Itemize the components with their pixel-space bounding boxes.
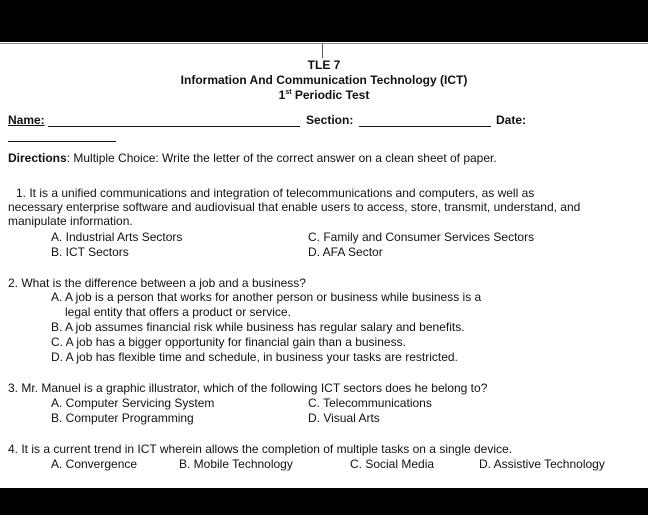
q2-choice-b[interactable]: B. A job assumes financial risk while business has regular salary and benefits. (51, 320, 465, 334)
q3-choice-b[interactable]: B. Computer Programming (51, 411, 194, 425)
page-title: Information And Communication Technology (ICT) (180, 73, 468, 87)
q3-choice-a[interactable]: A. Computer Servicing System (51, 396, 215, 410)
test-ordinal: 1 (278, 88, 286, 102)
test-paper (0, 42, 648, 488)
directions-label: Directions (8, 151, 67, 165)
question-1-stem (16, 186, 534, 201)
date-label: Date: (496, 113, 527, 127)
q2-choice-a-cont: legal entity that offers a product or service. (65, 305, 291, 319)
question-3-stem: 3. Mr. Manuel is a graphic illustrator, which of the following ICT sectors does he belong to? (8, 381, 488, 395)
q1-line-2: necessary enterprise software and audiovisual that enable users to access, store, transmit, understand, and (8, 200, 581, 214)
name-field[interactable] (48, 126, 300, 127)
q2-choice-d[interactable]: D. A job has flexible time and schedule, in business your tasks are restricted. (51, 350, 458, 364)
top-rule (0, 43, 648, 44)
name-label: Name: (8, 113, 45, 127)
section-field[interactable] (359, 126, 491, 127)
directions-text: : Multiple Choice: Write the letter of the correct answer on a clean sheet of paper. (66, 151, 497, 165)
q3-choice-c[interactable]: C. Telecommunications (308, 396, 432, 410)
q4-choice-c[interactable]: C. Social Media (350, 457, 435, 471)
test-name (0, 88, 648, 102)
question-4-stem: 4. It is a current trend in ICT wherein allows the completion of multiple tasks on a single device. (8, 442, 513, 456)
q4-choice-d[interactable]: D. Assistive Technology (479, 457, 605, 471)
q1-line-3: manipulate information. (8, 214, 133, 228)
subject-heading: TLE 7 (307, 58, 341, 72)
q3-choice-d[interactable]: D. Visual Arts (308, 411, 380, 425)
directions (8, 151, 497, 165)
section-label: Section: (306, 113, 354, 127)
q1-choice-b[interactable]: B. ICT Sectors (51, 245, 129, 259)
q1-line-1: 1. It is a unified communications and integration of telecommunications and computers, as well as (16, 186, 535, 200)
q1-choice-a[interactable]: A. Industrial Arts Sectors (51, 230, 183, 244)
question-2-stem: 2. What is the difference between a job and a business? (8, 276, 306, 290)
q1-choice-c[interactable]: C. Family and Consumer Services Sectors (308, 230, 535, 244)
q2-choice-c[interactable]: C. A job has a bigger opportunity for financial gain than a business. (51, 335, 406, 349)
q1-choice-d[interactable]: D. AFA Sector (308, 245, 383, 259)
q4-choice-a[interactable]: A. Convergence (51, 457, 138, 471)
test-name-rest: Periodic Test (291, 88, 370, 102)
center-marker (322, 44, 323, 58)
q4-choice-b[interactable]: B. Mobile Technology (179, 457, 293, 471)
test-ordinal-suffix: st (285, 89, 292, 96)
q2-choice-a[interactable]: A. A job is a person that works for another person or business while business is a (51, 290, 482, 304)
date-field[interactable] (8, 141, 116, 142)
